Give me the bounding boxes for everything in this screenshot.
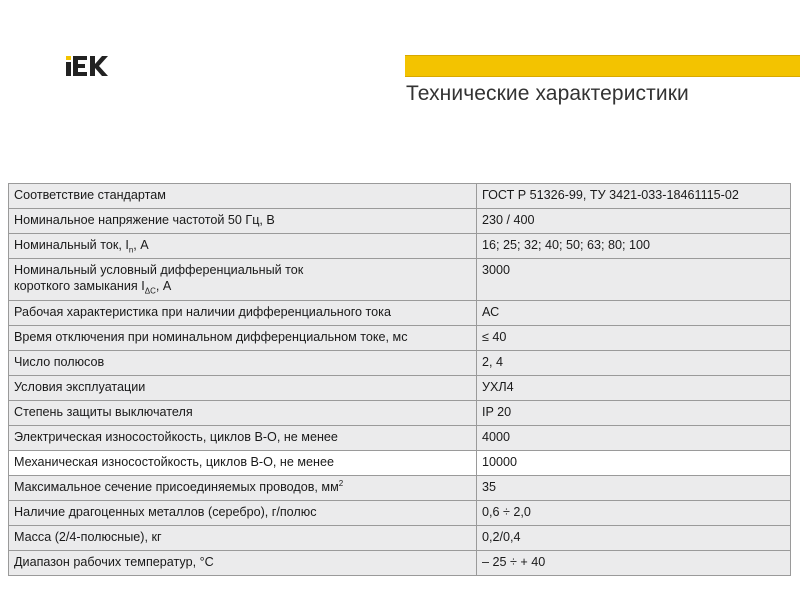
value-cell: 2, 4 [477, 351, 791, 376]
value-cell: 0,6 ÷ 2,0 [477, 501, 791, 526]
table-row [9, 234, 791, 259]
value-cell: ≤ 40 [477, 326, 791, 351]
param-cell: Номинальный ток, $I_n$, А [9, 234, 477, 259]
table-row [9, 451, 791, 476]
value-cell: ГОСТ Р 51326-99, ТУ 3421-033-18461115-02 [477, 184, 791, 209]
header-accent-bar [405, 55, 800, 77]
table-row [9, 501, 791, 526]
param-cell: Номинальное напряжение частотой 50 Гц, В [9, 209, 477, 234]
table-row [9, 209, 791, 234]
param-cell: Диапазон рабочих температур, °С [9, 551, 477, 576]
table-row [9, 526, 791, 551]
value-cell: УХЛ4 [477, 376, 791, 401]
table-row [9, 351, 791, 376]
value-cell: 10000 [477, 451, 791, 476]
table-row [9, 551, 791, 576]
param-cell: Степень защиты выключателя [9, 401, 477, 426]
param-cell: Рабочая характеристика при наличии дифференциального тока [9, 301, 477, 326]
table-row [9, 426, 791, 451]
param-cell: Соответствие стандартам [9, 184, 477, 209]
value-cell: IP 20 [477, 401, 791, 426]
param-cell: Механическая износостойкость, циклов В-О, не менее [9, 451, 477, 476]
value-cell: 4000 [477, 426, 791, 451]
value-cell: 230 / 400 [477, 209, 791, 234]
param-cell: Условия эксплуатации [9, 376, 477, 401]
value-cell: 0,2/0,4 [477, 526, 791, 551]
value-cell: 3000 [477, 259, 791, 301]
value-cell: – 25 ÷ + 40 [477, 551, 791, 576]
specs-table [8, 183, 791, 576]
page-title: Технические характеристики [406, 82, 689, 105]
table-row [9, 184, 791, 209]
table-row [9, 259, 791, 301]
table-row [9, 301, 791, 326]
value-cell: АС [477, 301, 791, 326]
value-cell: 16; 25; 32; 40; 50; 63; 80; 100 [477, 234, 791, 259]
param-cell: Масса (2/4-полюсные), кг [9, 526, 477, 551]
table-row [9, 326, 791, 351]
param-cell: Максимальное сечение присоединяемых проводов, $мм^2$ [9, 476, 477, 501]
iek-logo [66, 56, 108, 76]
table-row [9, 476, 791, 501]
param-cell: Число полюсов [9, 351, 477, 376]
table-row [9, 401, 791, 426]
value-cell: 35 [477, 476, 791, 501]
param-cell: Наличие драгоценных металлов (серебро), г/полюс [9, 501, 477, 526]
table-row [9, 376, 791, 401]
param-cell: Электрическая износостойкость, циклов В-О, не менее [9, 426, 477, 451]
param-cell: Время отключения при номинальном дифференциальном токе, мс [9, 326, 477, 351]
param-cell: Номинальный условный дифференциальный ток короткого замыкания $I_{\Delta C}$, А [9, 259, 477, 301]
